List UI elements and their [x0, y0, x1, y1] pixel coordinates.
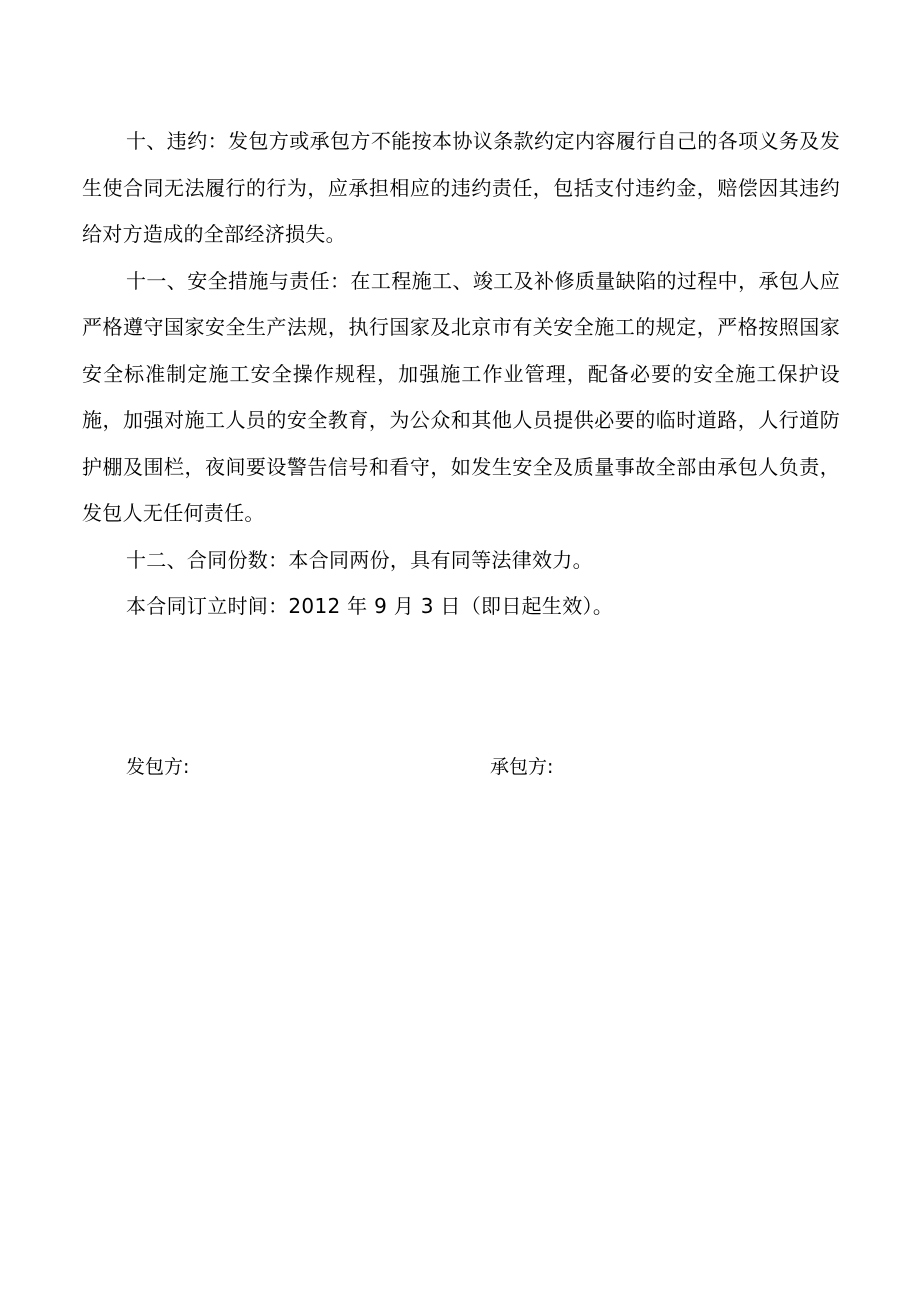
clause-safety: 十一、安全措施与责任：在工程施工、竣工及补修质量缺陷的过程中，承包人应严格遵守国家安全生产法规，执行国家及北京市有关安全施工的规定，严格按照国家安全标准制定施工安全操作规程，加强施工作业管理，配备必要的安全施工保护设施，加强对施工人员的安全教育，为公众和其他人员提供必要的临时道路，人行道防护棚及围栏，夜间要设警告信号和看守，如发生安全及质量事故全部由承包人负责，发包人无任何责任。 [82, 268, 840, 525]
clause-copies: 十二、合同份数：本合同两份，具有同等法律效力。 [126, 547, 593, 572]
clause-breach: 十、违约：发包方或承包方不能按本协议条款约定内容履行自己的各项义务及发生使合同无法履行的行为，应承担相应的违约责任，包括支付违约金，赔偿因其违约给对方造成的全部经济损失。 [82, 129, 840, 246]
party-b-signature-label: 承包方: [490, 756, 554, 778]
signature-block [126, 752, 826, 792]
party-a-signature-label: 发包方: [126, 756, 190, 778]
contract-body [82, 118, 840, 630]
contract-date: 本合同订立时间：2012 年 9 月 3 日（即日起生效）。 [126, 594, 614, 618]
